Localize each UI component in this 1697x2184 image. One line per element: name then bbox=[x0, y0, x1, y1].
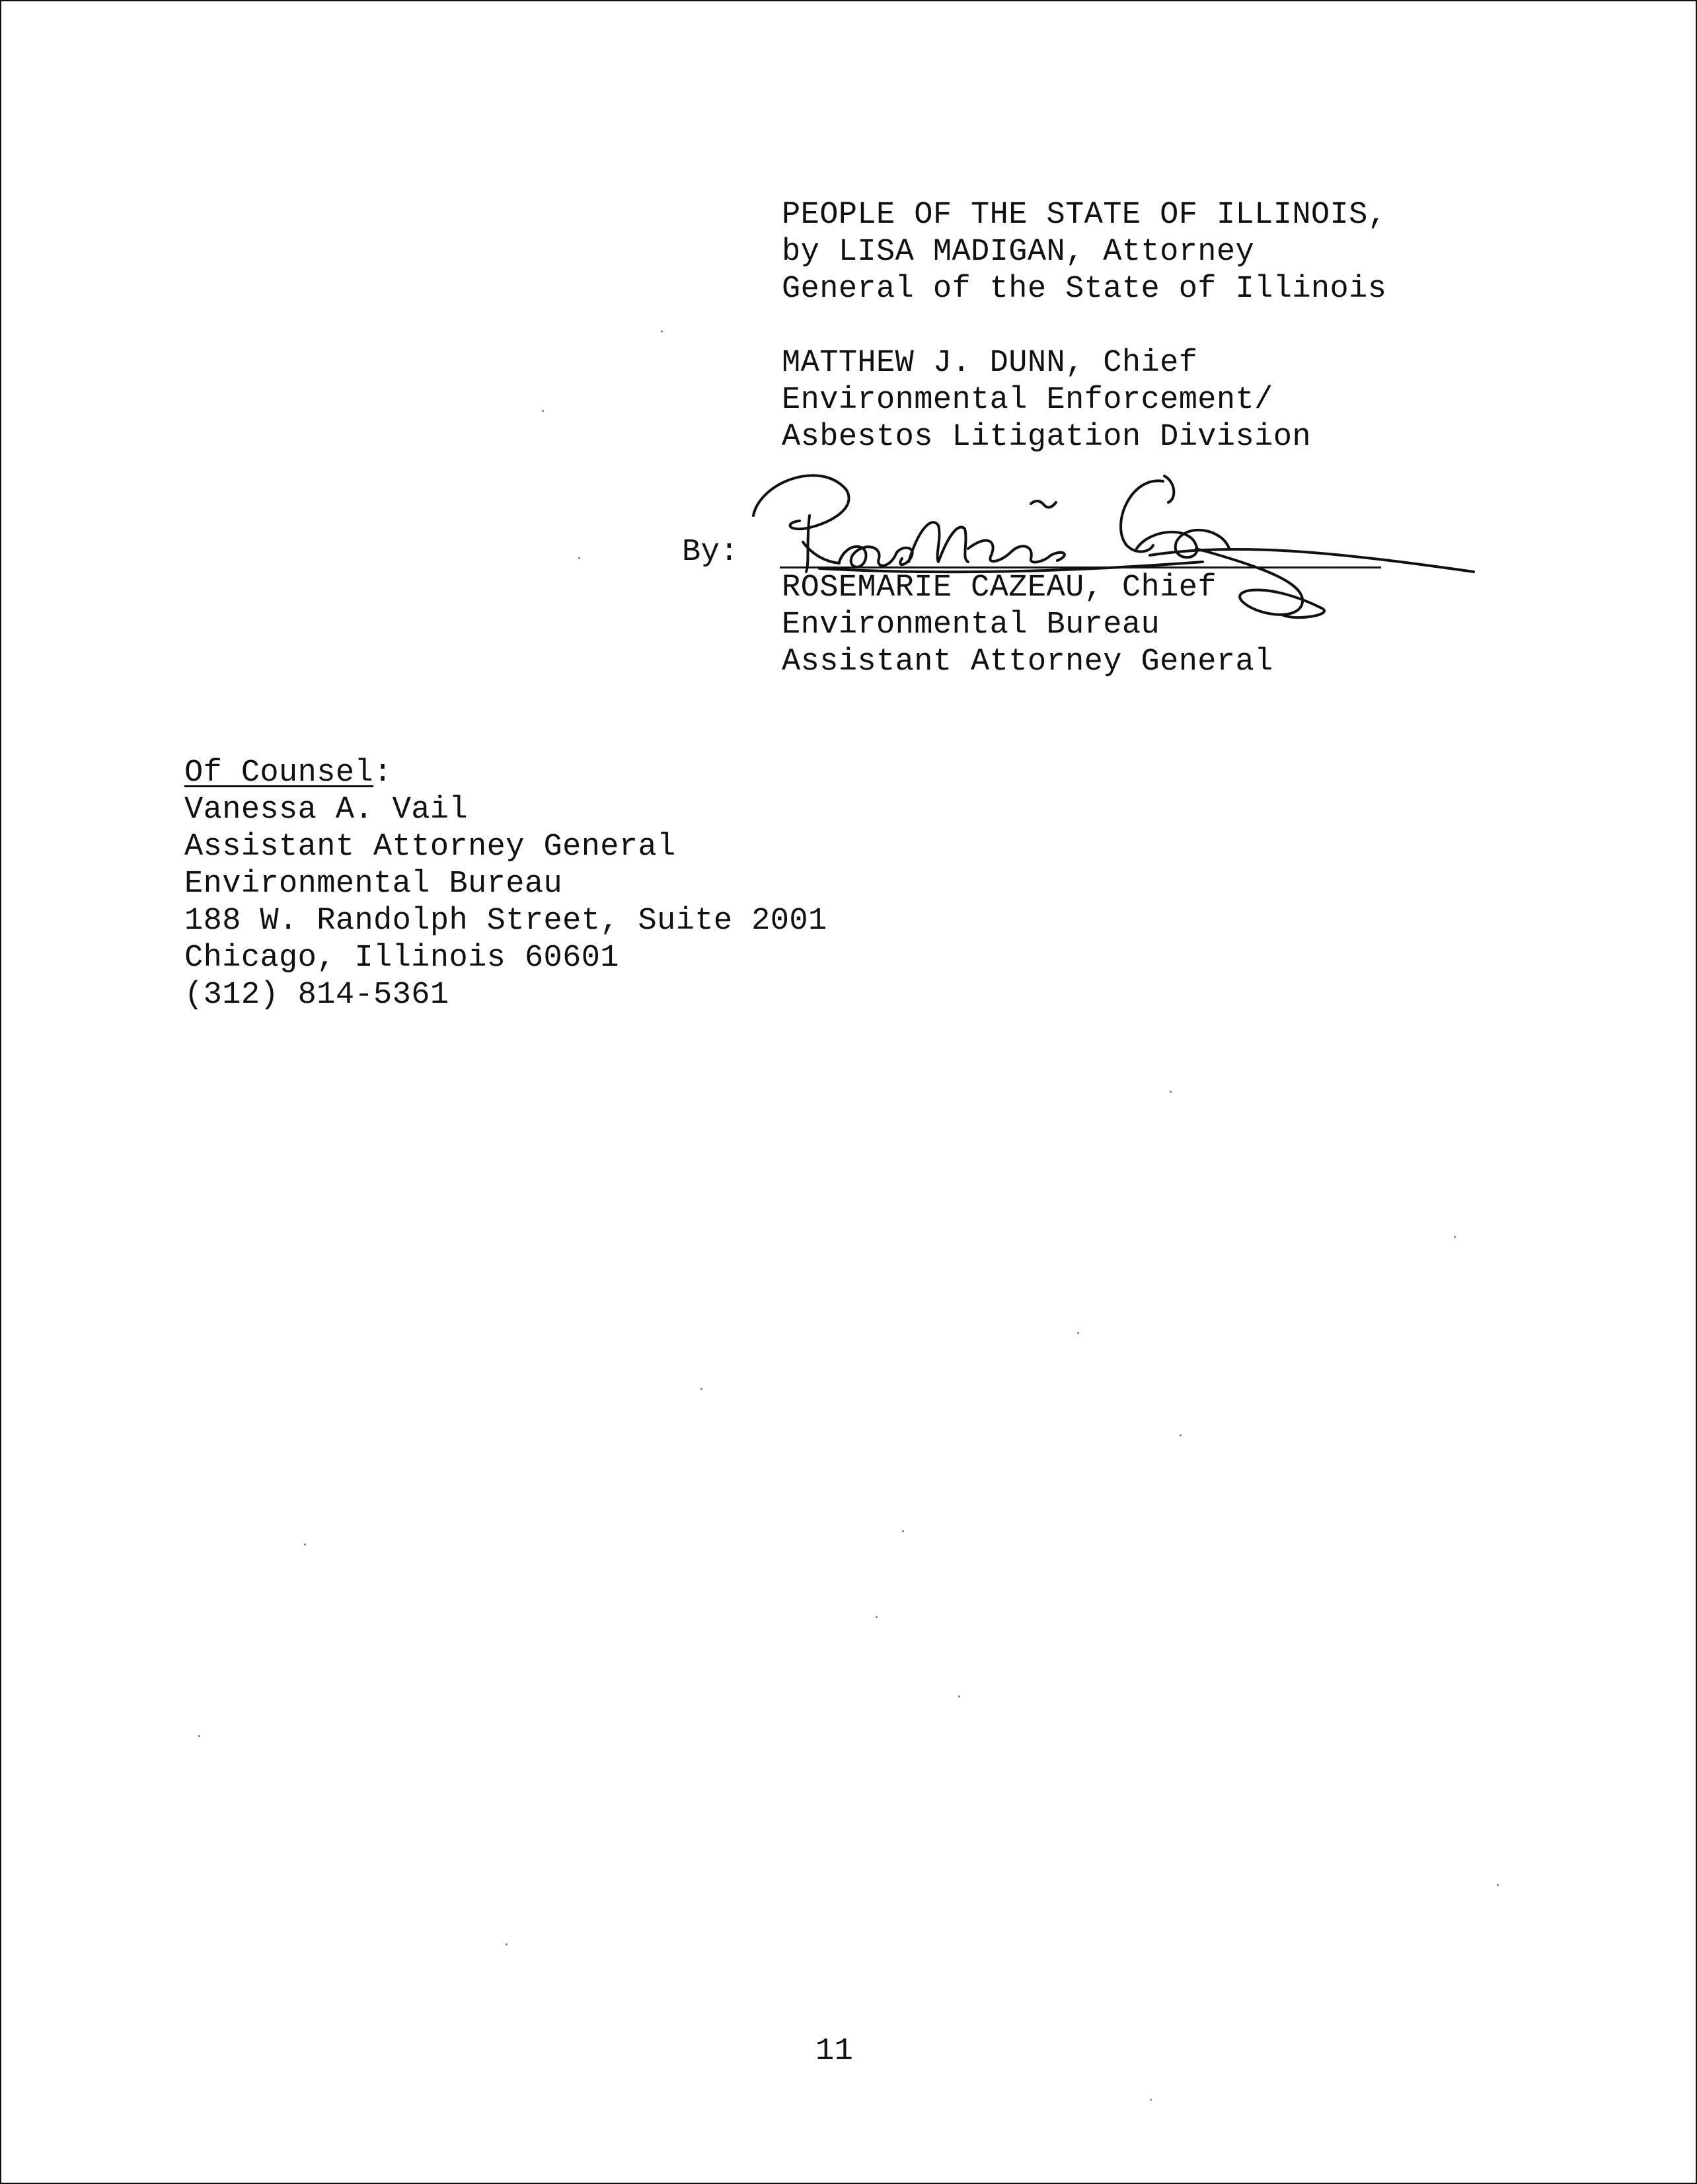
counsel-heading-line bbox=[184, 755, 393, 792]
signatory-line-1 bbox=[782, 570, 1217, 607]
scan-speck bbox=[1150, 2099, 1152, 2101]
signatory-name: ROSEMARIE CAZEAU bbox=[782, 570, 1084, 605]
counsel-heading: Of Counsel bbox=[184, 756, 374, 791]
scan-speck bbox=[958, 1696, 960, 1697]
scan-speck bbox=[304, 1543, 306, 1545]
scan-speck bbox=[1454, 1236, 1456, 1238]
signature-line bbox=[780, 566, 1381, 568]
party-line-3: General of the State of Illinois bbox=[782, 272, 1387, 307]
scan-speck bbox=[198, 1735, 200, 1737]
counsel-phone: (312) 814-5361 bbox=[184, 978, 449, 1013]
scan-speck bbox=[1180, 1434, 1182, 1436]
signatory-line-3: Assistant Attorney General bbox=[782, 644, 1273, 680]
counsel-heading-colon: : bbox=[373, 756, 393, 791]
counsel-name: Vanessa A. Vail bbox=[184, 793, 469, 828]
signatory-title-suffix: , Chief bbox=[1084, 570, 1217, 605]
scan-speck bbox=[1077, 1332, 1079, 1334]
counsel-title: Assistant Attorney General bbox=[184, 830, 676, 865]
by-label: By: bbox=[682, 535, 739, 570]
scan-speck bbox=[1170, 1091, 1172, 1093]
counsel-bureau: Environmental Bureau bbox=[184, 867, 563, 902]
counsel-street: 188 W. Randolph Street, Suite 2001 bbox=[184, 904, 827, 939]
party-line-1: PEOPLE OF THE STATE OF ILLINOIS, bbox=[782, 198, 1387, 233]
scan-speck bbox=[542, 410, 544, 412]
scan-speck bbox=[506, 1943, 508, 1945]
scan-speck bbox=[700, 1388, 702, 1390]
chief-line-1: MATTHEW J. DUNN, Chief bbox=[782, 346, 1198, 381]
page-number: 11 bbox=[815, 2034, 854, 2069]
party-line-2: by LISA MADIGAN, Attorney bbox=[782, 235, 1255, 270]
scan-speck bbox=[578, 557, 580, 559]
scan-speck bbox=[902, 1530, 904, 1532]
counsel-city: Chicago, Illinois 60601 bbox=[184, 941, 619, 976]
scan-speck bbox=[876, 1616, 878, 1618]
chief-line-2: Environmental Enforcement/ bbox=[782, 383, 1273, 418]
signatory-line-2: Environmental Bureau bbox=[782, 607, 1160, 643]
scan-speck bbox=[1497, 1884, 1499, 1886]
chief-line-3: Asbestos Litigation Division bbox=[782, 420, 1311, 455]
scan-speck bbox=[661, 331, 663, 332]
